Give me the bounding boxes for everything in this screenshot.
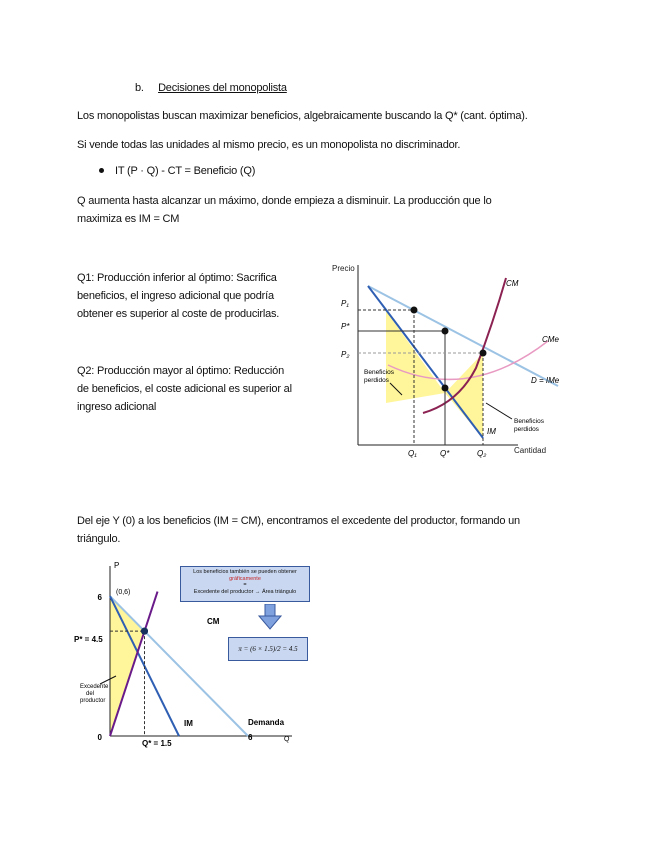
tick-x-qstar: Q* = 1.5 xyxy=(142,739,172,748)
point-im-cm xyxy=(141,628,148,635)
bullet-marker xyxy=(99,168,104,173)
section-number: b. xyxy=(135,82,144,94)
marginal-revenue-curve xyxy=(368,286,483,438)
surplus-label-3: productor xyxy=(80,698,106,704)
label-im: IM xyxy=(487,427,496,436)
label-cm: CM xyxy=(506,279,519,288)
producer-surplus-area xyxy=(110,596,145,736)
lost-left-label-1: Beneficios xyxy=(364,369,394,376)
q2-line3: ingreso adicional xyxy=(77,401,157,413)
paragraph-non-discriminating: Si vende todas las unidades al mismo precio, es un monopolista no discriminador. xyxy=(77,139,461,151)
q2-line2: de beneficios, el coste adicional es superior al xyxy=(77,383,292,395)
formula-box: π = (6 × 1.5)/2 = 4.5 xyxy=(228,637,308,661)
surplus-label-1: Excedente xyxy=(80,684,109,690)
point-optimum-demand xyxy=(442,328,449,335)
paragraph-maximum-line2: maximiza es IM = CM xyxy=(77,213,180,225)
q1-line1: Q1: Producción inferior al óptimo: Sacrifica xyxy=(77,272,277,284)
surplus-paragraph-line1: Del eje Y (0) a los beneficios (IM = CM), encontramos el excedente del productor, formando un xyxy=(77,515,520,527)
x-axis-label: Q xyxy=(284,736,290,743)
point-label-06: (0,6) xyxy=(116,589,131,596)
y-axis-label: Precio xyxy=(332,264,355,273)
x-axis-label: Cantidad xyxy=(514,446,547,455)
lost-right-label-2: perdidos xyxy=(514,426,539,433)
surplus-paragraph-line2: triángulo. xyxy=(77,533,121,545)
bullet-profit-formula: IT (P · Q) - CT = Beneficio (Q) xyxy=(115,165,256,177)
y-axis-label: P xyxy=(114,561,120,570)
info-line1: Los beneficios también se pueden obtener xyxy=(193,569,297,575)
info-line3: = xyxy=(243,582,247,589)
label-pstar: P* xyxy=(341,322,350,331)
label-p2: P₂ xyxy=(341,350,350,359)
q1-line3: obtener es superior al coste de producirlas. xyxy=(77,308,280,320)
tick-y-6: 6 xyxy=(97,593,102,602)
down-arrow-icon xyxy=(258,604,282,630)
point-q2-demand xyxy=(480,350,487,357)
label-qstar: Q* xyxy=(440,449,450,458)
label-demand: D = IMe xyxy=(531,376,560,385)
point-q1-demand xyxy=(411,307,418,314)
q2-line1: Q2: Producción mayor al óptimo: Reducción xyxy=(77,365,285,377)
section-heading xyxy=(135,79,287,97)
paragraph-objective: Los monopolistas buscan maximizar beneficios, algebraicamente buscando la Q* (cant. óptima). xyxy=(77,110,528,122)
label-q1: Q₁ xyxy=(408,449,417,458)
monopoly-diagram xyxy=(328,253,573,463)
label-demand: Demanda xyxy=(248,718,285,727)
q1-line2: beneficios, el ingreso adicional que podría xyxy=(77,290,274,302)
tick-x-6: 6 xyxy=(248,733,253,742)
info-line2: gráficamente xyxy=(229,575,261,582)
label-p1: P₁ xyxy=(341,299,349,308)
paragraph-maximum-line1: Q aumenta hasta alcanzar un máximo, donde empieza a disminuir. La producción que lo xyxy=(77,195,492,207)
info-box xyxy=(180,566,310,602)
lost-profit-left-area xyxy=(386,311,445,403)
info-line4: Excedente del productor → Área triángulo xyxy=(193,588,297,595)
label-cm: CM xyxy=(207,617,220,626)
tick-y-pstar: P* = 4.5 xyxy=(74,635,103,644)
label-im: IM xyxy=(184,719,193,728)
surplus-label-2: del xyxy=(86,691,95,697)
tick-origin: 0 xyxy=(97,733,102,742)
label-cme: CMe xyxy=(542,335,559,344)
section-title: Decisiones del monopolista xyxy=(158,82,287,94)
lost-left-label-2: perdidos xyxy=(364,377,389,384)
lost-right-label-1: Beneficios xyxy=(514,418,544,425)
point-im-cm xyxy=(442,385,449,392)
label-q2: Q₂ xyxy=(477,449,487,458)
lost-right-arrow xyxy=(486,403,512,419)
